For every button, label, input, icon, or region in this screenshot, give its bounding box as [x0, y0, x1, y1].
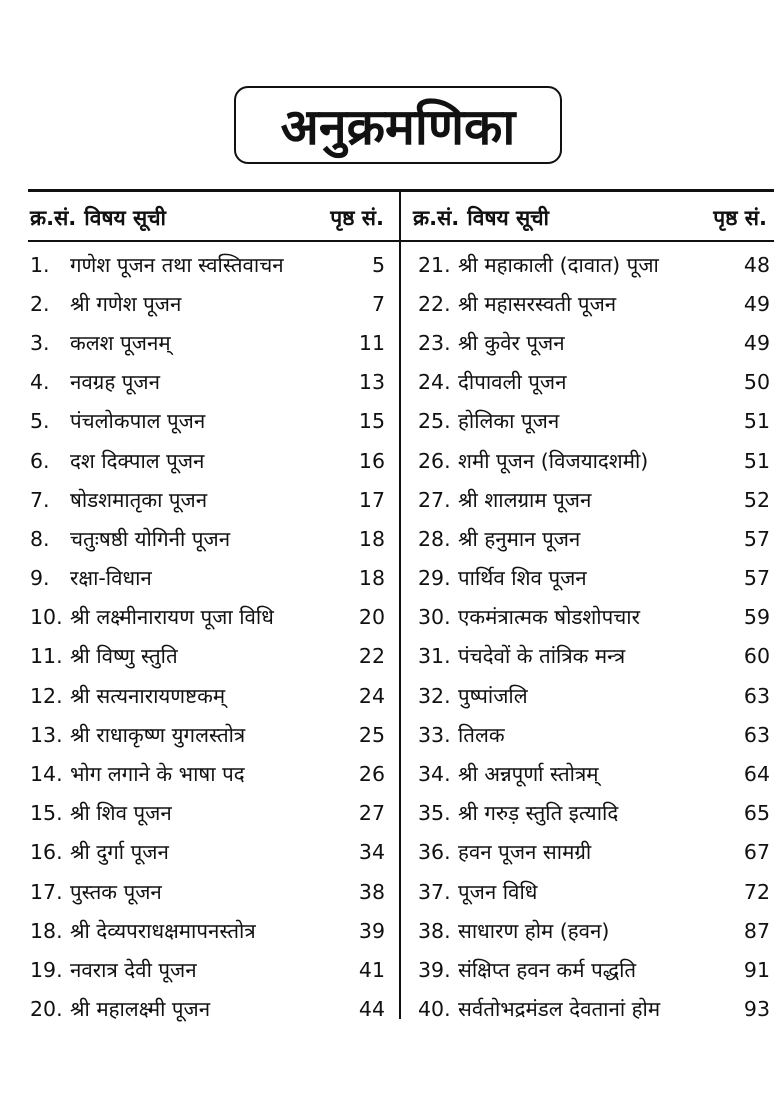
contents-row [30, 480, 385, 519]
contents-row [418, 676, 770, 715]
item-page: 63 [743, 683, 770, 708]
item-page: 87 [743, 918, 770, 943]
item-page: 18 [358, 526, 385, 551]
item-number: 39. [418, 957, 451, 982]
item-title: पंचदेवों के तांत्रिक मन्त्र [458, 644, 626, 669]
contents-row [30, 323, 385, 362]
page-header: पृष्ठ सं. [713, 206, 767, 230]
contents-row [30, 911, 385, 950]
subject-header: विषय सूची [84, 206, 166, 230]
item-page: 57 [743, 526, 770, 551]
item-title: पार्थिव शिव पूजन [458, 566, 587, 591]
left-contents-list [30, 245, 385, 1029]
item-number: 18. [30, 918, 63, 943]
item-page: 65 [743, 801, 770, 826]
item-number: 20. [30, 997, 63, 1022]
item-number: 16. [30, 840, 63, 865]
item-page: 72 [743, 879, 770, 904]
item-page: 5 [371, 252, 385, 277]
contents-row [418, 990, 770, 1029]
page-header: पृष्ठ सं. [330, 206, 384, 230]
item-page: 52 [743, 487, 770, 512]
item-number: 35. [418, 801, 451, 826]
left-column-header [30, 201, 384, 235]
item-title: दश दिक्पाल पूजन [70, 448, 205, 473]
contents-row [30, 637, 385, 676]
item-title: श्री हनुमान पूजन [458, 526, 581, 551]
item-number: 30. [418, 605, 451, 630]
contents-row [30, 872, 385, 911]
item-number: 10. [30, 605, 63, 630]
item-page: 44 [358, 997, 385, 1022]
contents-row [30, 833, 385, 872]
item-title: सर्वतोभद्रमंडल देवतानां होम [458, 997, 661, 1022]
item-title: श्री शिव पूजन [70, 801, 172, 826]
item-title: नवरात्र देवी पूजन [70, 957, 197, 982]
item-title: नवग्रह पूजन [70, 370, 160, 395]
item-page: 18 [358, 566, 385, 591]
item-number: 36. [418, 840, 451, 865]
contents-row [30, 754, 385, 793]
item-number: 29. [418, 566, 451, 591]
contents-row [418, 323, 770, 362]
item-number: 1. [30, 252, 50, 277]
item-title: श्री महालक्ष्मी पूजन [70, 997, 211, 1022]
item-number: 12. [30, 683, 63, 708]
item-title: रक्षा-विधान [70, 566, 152, 591]
item-title: श्री महासरस्वती पूजन [458, 291, 617, 316]
item-page: 93 [743, 997, 770, 1022]
contents-row [418, 715, 770, 754]
contents-row [30, 284, 385, 323]
item-title: श्री दुर्गा पूजन [70, 840, 169, 865]
item-number: 34. [418, 762, 451, 787]
item-page: 50 [743, 370, 770, 395]
item-page: 64 [743, 762, 770, 787]
item-number: 32. [418, 683, 451, 708]
item-page: 39 [358, 918, 385, 943]
item-title: श्री देव्यपराधक्षमापनस्तोत्र [70, 918, 256, 943]
item-page: 51 [743, 409, 770, 434]
column-divider [399, 189, 401, 1019]
item-title: पूजन विधि [458, 879, 538, 904]
contents-row [418, 559, 770, 598]
item-title: एकमंत्रात्मक षोडशोपचार [458, 605, 640, 630]
item-number: 38. [418, 918, 451, 943]
item-page: 51 [743, 448, 770, 473]
contents-row [30, 676, 385, 715]
contents-row [418, 598, 770, 637]
item-title: हवन पूजन सामग्री [458, 840, 592, 865]
contents-row [418, 833, 770, 872]
contents-row [418, 872, 770, 911]
item-title: दीपावली पूजन [458, 370, 567, 395]
item-number: 33. [418, 722, 451, 747]
contents-row [418, 363, 770, 402]
serial-header: क्र.सं. [413, 206, 460, 230]
item-number: 28. [418, 526, 451, 551]
item-page: 13 [358, 370, 385, 395]
item-number: 21. [418, 252, 451, 277]
subject-header: विषय सूची [467, 206, 549, 230]
item-page: 7 [371, 291, 385, 316]
item-title: तिलक [458, 722, 505, 747]
item-number: 4. [30, 370, 50, 395]
contents-row [418, 911, 770, 950]
item-title: साधारण होम (हवन) [458, 918, 610, 943]
contents-row [30, 598, 385, 637]
item-page: 26 [358, 762, 385, 787]
item-title: श्री महाकाली (दावात) पूजा [458, 252, 659, 277]
item-page: 63 [743, 722, 770, 747]
item-title: श्री गरुड़ स्तुति इत्यादि [458, 801, 619, 826]
contents-row [418, 637, 770, 676]
item-title: श्री लक्ष्मीनारायण पूजा विधि [70, 605, 274, 630]
contents-row [418, 441, 770, 480]
item-number: 9. [30, 566, 50, 591]
item-number: 11. [30, 644, 63, 669]
item-title: पुस्तक पूजन [70, 879, 162, 904]
item-title: श्री अन्नपूर्णा स्तोत्रम् [458, 762, 599, 787]
item-title: पुष्पांजलि [458, 683, 528, 708]
contents-row [418, 480, 770, 519]
contents-row [30, 950, 385, 989]
item-title: चतुःषष्ठी योगिनी पूजन [70, 526, 231, 551]
contents-row [30, 519, 385, 558]
item-page: 34 [358, 840, 385, 865]
contents-row [30, 794, 385, 833]
item-title: संक्षिप्त हवन कर्म पद्धति [458, 957, 637, 982]
item-page: 38 [358, 879, 385, 904]
item-number: 19. [30, 957, 63, 982]
contents-row [418, 402, 770, 441]
item-title: भोग लगाने के भाषा पद [70, 762, 245, 787]
item-title: होलिका पूजन [458, 409, 560, 434]
contents-row [30, 990, 385, 1029]
item-page: 41 [358, 957, 385, 982]
page-title: अनुक्रमणिका [280, 98, 516, 156]
item-title: षोडशमातृका पूजन [70, 487, 208, 512]
right-column-header [413, 201, 767, 235]
item-number: 6. [30, 448, 50, 473]
top-rule [28, 189, 774, 192]
item-number: 2. [30, 291, 50, 316]
item-title: कलश पूजनम् [70, 330, 171, 355]
item-number: 26. [418, 448, 451, 473]
contents-row [30, 441, 385, 480]
item-number: 7. [30, 487, 50, 512]
item-number: 5. [30, 409, 50, 434]
item-page: 48 [743, 252, 770, 277]
item-number: 8. [30, 526, 50, 551]
item-page: 22 [358, 644, 385, 669]
contents-row [418, 245, 770, 284]
item-number: 31. [418, 644, 451, 669]
item-page: 57 [743, 566, 770, 591]
item-title: श्री शालग्राम पूजन [458, 487, 592, 512]
item-title: श्री राधाकृष्ण युगलस्तोत्र [70, 722, 246, 747]
item-number: 13. [30, 722, 63, 747]
item-number: 22. [418, 291, 451, 316]
contents-row [418, 794, 770, 833]
contents-row [418, 950, 770, 989]
item-number: 37. [418, 879, 451, 904]
item-number: 27. [418, 487, 451, 512]
right-contents-list [418, 245, 770, 1029]
contents-row [30, 245, 385, 284]
item-number: 14. [30, 762, 63, 787]
contents-row [418, 284, 770, 323]
item-page: 49 [743, 330, 770, 355]
item-page: 67 [743, 840, 770, 865]
item-page: 16 [358, 448, 385, 473]
item-page: 17 [358, 487, 385, 512]
item-number: 24. [418, 370, 451, 395]
item-page: 24 [358, 683, 385, 708]
item-page: 25 [358, 722, 385, 747]
item-page: 59 [743, 605, 770, 630]
contents-row [30, 559, 385, 598]
contents-row [418, 754, 770, 793]
item-number: 3. [30, 330, 50, 355]
item-title: शमी पूजन (विजयादशमी) [458, 448, 649, 473]
item-title: गणेश पूजन तथा स्वस्तिवाचन [70, 252, 284, 277]
item-title: श्री विष्णु स्तुति [70, 644, 178, 669]
serial-header: क्र.सं. [30, 206, 77, 230]
item-number: 40. [418, 997, 451, 1022]
contents-row [418, 519, 770, 558]
item-page: 11 [358, 330, 385, 355]
item-title: श्री सत्यनारायणष्टकम् [70, 683, 226, 708]
item-number: 15. [30, 801, 63, 826]
item-page: 60 [743, 644, 770, 669]
item-number: 23. [418, 330, 451, 355]
item-page: 49 [743, 291, 770, 316]
contents-row [30, 715, 385, 754]
contents-row [30, 402, 385, 441]
item-page: 91 [743, 957, 770, 982]
contents-row [30, 363, 385, 402]
item-page: 15 [358, 409, 385, 434]
item-page: 27 [358, 801, 385, 826]
item-title: श्री गणेश पूजन [70, 291, 182, 316]
item-title: पंचलोकपाल पूजन [70, 409, 206, 434]
header-rule [28, 240, 774, 242]
item-title: श्री कुवेर पूजन [458, 330, 565, 355]
page-title-box [234, 86, 562, 164]
item-page: 20 [358, 605, 385, 630]
item-number: 25. [418, 409, 451, 434]
item-number: 17. [30, 879, 63, 904]
